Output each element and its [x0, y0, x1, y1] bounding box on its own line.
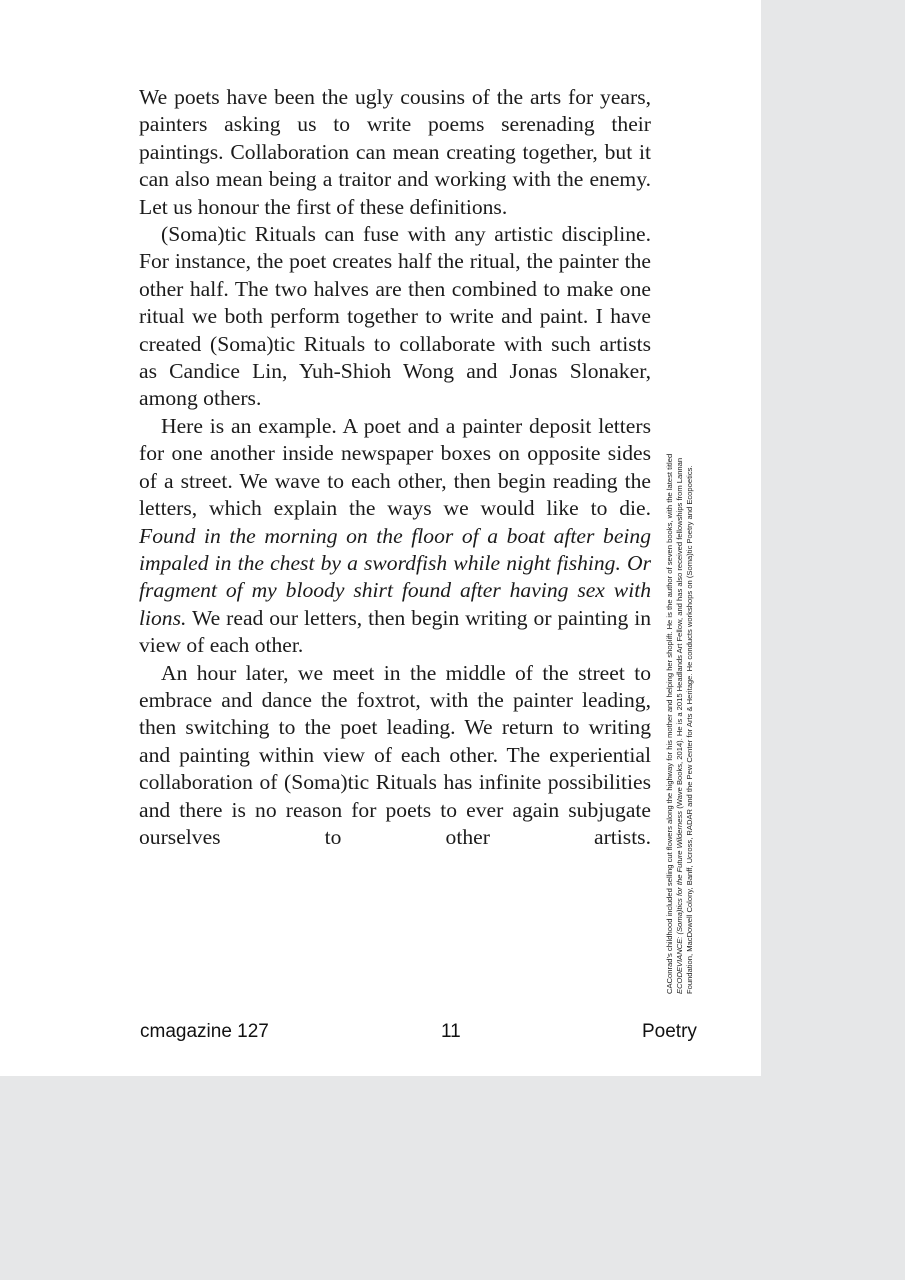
article-body	[139, 84, 651, 851]
footer-section: Poetry	[642, 1021, 697, 1042]
paragraph-4: An hour later, we meet in the middle of the street to embrace and dance the foxtrot, with the painter leading, then switching to the poet leading. We return to writing and painting within view of each other. The experiential collaboration of (Soma)tic Rituals has infinite possibilities and there is no reason for poets to ever again subjugate ourselves to other artists.	[139, 660, 651, 849]
paragraph-3-italic: Found in the morning on the floor of a boat after being impaled in the chest by a swordfish while night fishing. Or fragment of my bloody shirt found after having sex with lions.	[139, 523, 651, 630]
bio-text-2: (Wave Books, 2014). He is a 2015 Headlands Art Fellow, and has also received fellowships from Lannan Foundation, MacDowell Colony, Banff, Ucross, RADAR and the Pew Center for Arts & Heritage. He conducts workshops on (Soma)tic Poetry and Ecopoetics.	[675, 457, 695, 994]
paragraph-3-end: We read our letters, then begin writing or painting in view of each other.	[139, 605, 651, 658]
paragraph-2: (Soma)tic Rituals can fuse with any artistic discipline. For instance, the poet creates half the ritual, the painter the other half. The two halves are then combined to make one ritual we both perform together to write and paint. I have created (Soma)tic Rituals to collaborate with such artists as Candice Lin, Yuh-Shioh Wong and Jonas Slonaker, among others.	[139, 222, 651, 411]
bio-text-1: CAConrad’s childhood included selling cut flowers along the highway for his mother and helping her shoplift. He is the author of seven books, with the latest titled	[665, 453, 674, 994]
paragraph-1: We poets have been the ugly cousins of the arts for years, painters asking us to write poems serenading their paintings. Collaboration can mean creating together, but it can also mean being a traitor and working with the enemy. Let us honour the first of these definitions.	[139, 85, 651, 219]
bio-book-title: ECODEVIANCE: (Soma)tics for the Future Wilderness	[675, 810, 685, 994]
paragraph-3	[139, 413, 651, 660]
paragraph-3-start: Here is an example. A poet and a painter deposit letters for one another inside newspaper boxes on opposite sides of a street. We wave to each other, then begin reading the letters, which explain the ways we would like to die.	[139, 413, 651, 521]
footer-magazine: cmagazine 127	[140, 1021, 269, 1042]
author-bio	[665, 434, 696, 994]
footer-page-number: 11	[441, 1021, 461, 1042]
